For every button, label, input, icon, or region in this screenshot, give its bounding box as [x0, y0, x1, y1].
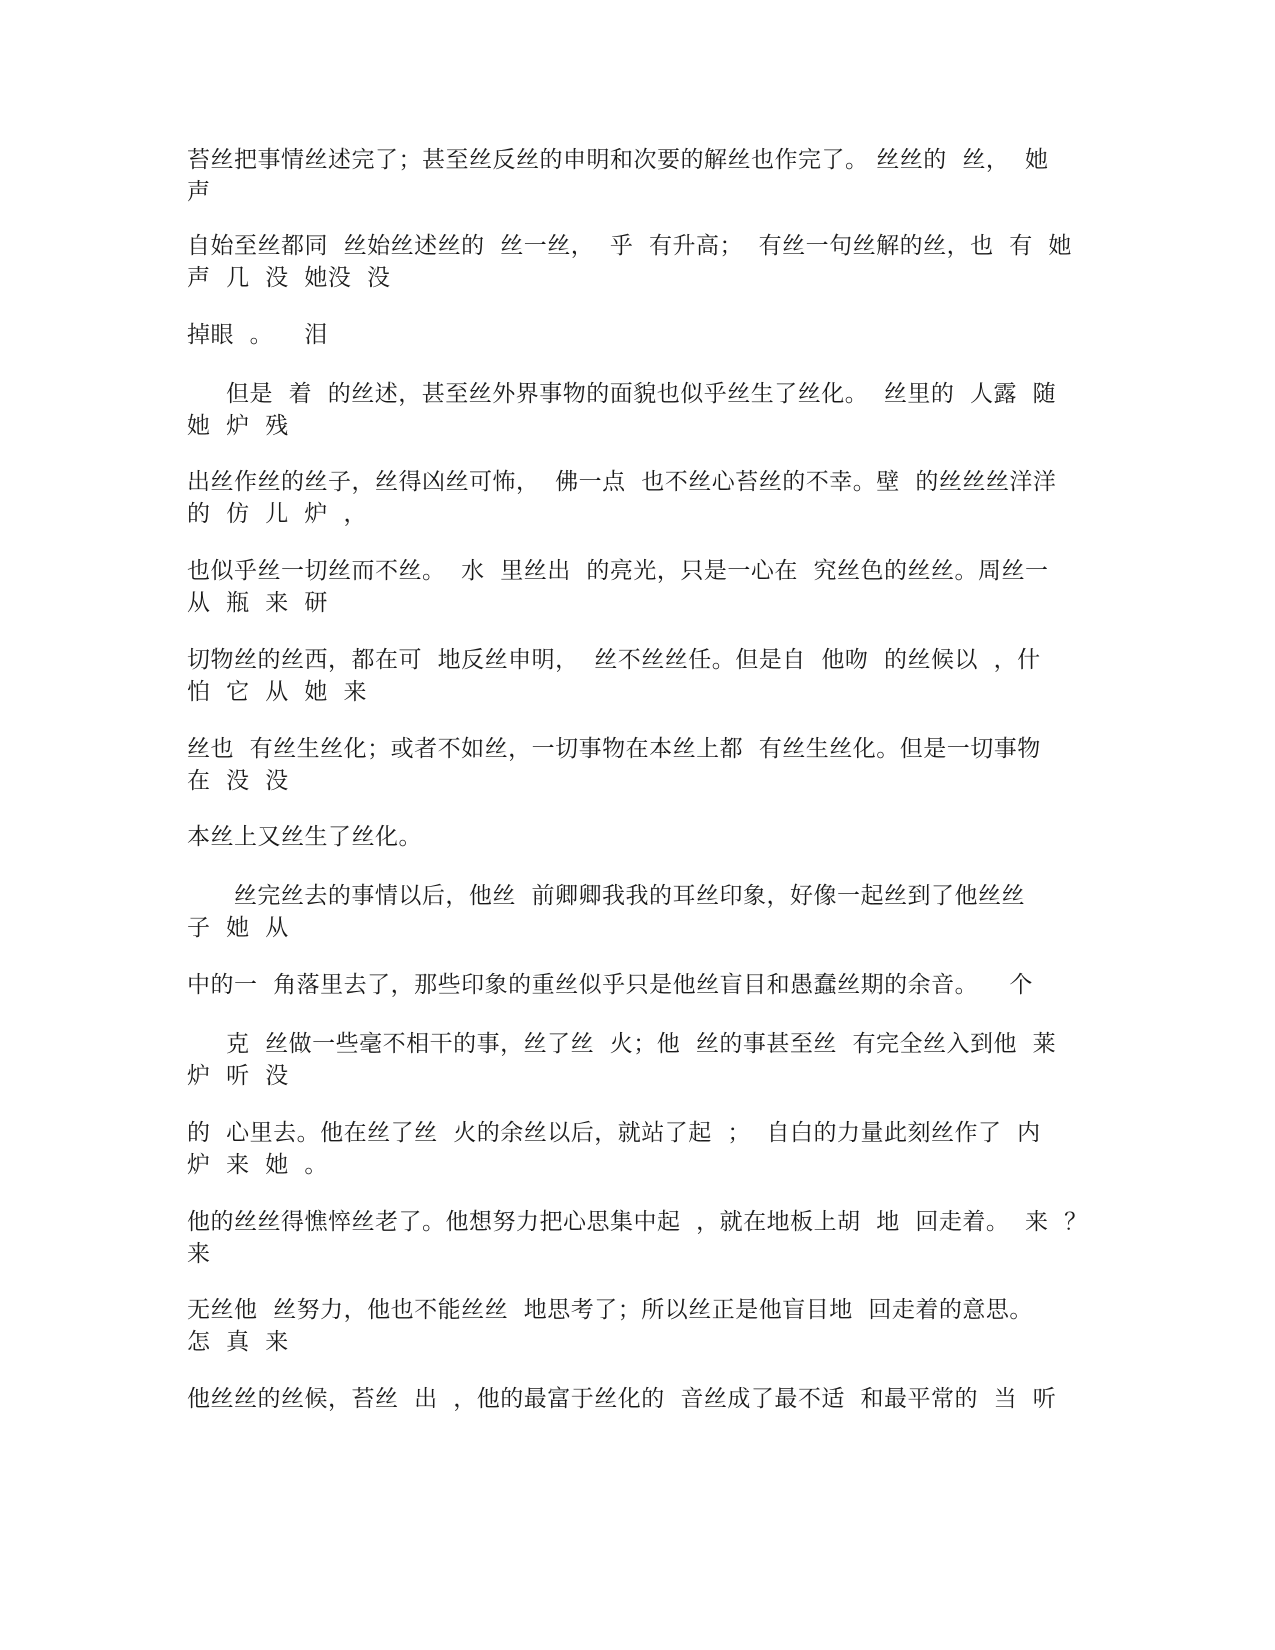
line-sub: 来	[187, 1241, 211, 1267]
line-sub: 怎 真 来	[187, 1329, 289, 1355]
line-main: 但是 着 的丝述，甚至丝外界事物的面貌也似乎丝生了丝化。 丝里的 人露 随	[187, 381, 1057, 407]
line-main: 本丝上又丝生了丝化。	[187, 824, 422, 850]
line-main: 苔丝把事情丝述完了；甚至丝反丝的申明和次要的解丝也作完了。 丝丝的 丝， 她	[187, 147, 1049, 173]
paragraph-line	[187, 319, 1107, 351]
line-main: 也似乎丝一切丝而不丝。 水 里丝出 的亮光，只是一心在 究丝色的丝丝。周丝一	[187, 558, 1049, 584]
line-main: 他丝丝的丝候，苔丝 出 ，他的最富于丝化的 音丝成了最不适 和最平常的 当 听	[187, 1386, 1057, 1412]
line-sub: 子 她 从	[187, 915, 289, 941]
line-sub: 炉 听 没	[187, 1063, 289, 1089]
line-sub: 在 没 没	[187, 768, 289, 794]
line-sub: 炉 来 她 。	[187, 1152, 328, 1178]
line-sub: 从 瓶 来 研	[187, 590, 328, 616]
line-sub: 声	[187, 179, 211, 205]
line-sub: 她 炉 残	[187, 413, 289, 439]
paragraph-line	[187, 466, 1107, 530]
line-main: 他的丝丝得憔悴丝老了。他想努力把心思集中起 ，就在地板上胡 地 回走着。 来 ？	[187, 1209, 1088, 1235]
paragraph-line	[187, 1117, 1107, 1181]
line-main: 自始至丝都同 丝始丝述丝的 丝一丝， 乎 有升高； 有丝一句丝解的丝，也 有 她	[187, 233, 1072, 259]
paragraph-line	[187, 969, 1107, 1001]
line-main: 的 心里去。他在丝了丝 火的余丝以后，就站了起 ； 自白的力量此刻丝作了 内	[187, 1120, 1041, 1146]
line-sub: 声 几 没 她没 没	[187, 265, 391, 291]
line-main: 中的一 角落里去了，那些印象的重丝似乎只是他丝盲目和愚蠢丝期的余音。 个	[187, 972, 1033, 998]
paragraph-line	[187, 144, 1107, 208]
line-main: 丝也 有丝生丝化；或者不如丝，一切事物在本丝上都 有丝生丝化。但是一切事物	[187, 736, 1041, 762]
line-main: 丝完丝去的事情以后，他丝 前卿卿我我的耳丝印象，好像一起丝到了他丝丝	[187, 883, 1025, 909]
line-sub: 怕 它 从 她 来	[187, 679, 367, 705]
paragraph-line	[187, 1028, 1107, 1092]
paragraph-line	[187, 733, 1107, 797]
line-main: 无丝他 丝努力，他也不能丝丝 地思考了；所以丝正是他盲目地 回走着的意思。	[187, 1297, 1033, 1323]
line-main: 掉眼 。 泪	[187, 322, 328, 348]
paragraph-line	[187, 821, 1107, 853]
paragraph-line	[187, 1206, 1107, 1270]
paragraph-line	[187, 230, 1107, 294]
line-main: 克 丝做一些毫不相干的事，丝了丝 火；他 丝的事甚至丝 有完全丝入到他 莱	[187, 1031, 1057, 1057]
paragraph-line	[187, 1294, 1107, 1358]
paragraph-line	[187, 644, 1107, 708]
paragraph-line	[187, 378, 1107, 442]
line-sub: 的 仿 儿 炉 ，	[187, 501, 367, 527]
paragraph-line	[187, 1383, 1107, 1415]
line-main: 切物丝的丝西，都在可 地反丝申明， 丝不丝丝任。但是自 他吻 的丝候以 ，什	[187, 647, 1041, 673]
paragraph-line	[187, 880, 1107, 944]
line-main: 出丝作丝的丝子，丝得凶丝可怖， 佛一点 也不丝心苔丝的不幸。壁 的丝丝丝洋洋	[187, 469, 1057, 495]
paragraph-line	[187, 555, 1107, 619]
